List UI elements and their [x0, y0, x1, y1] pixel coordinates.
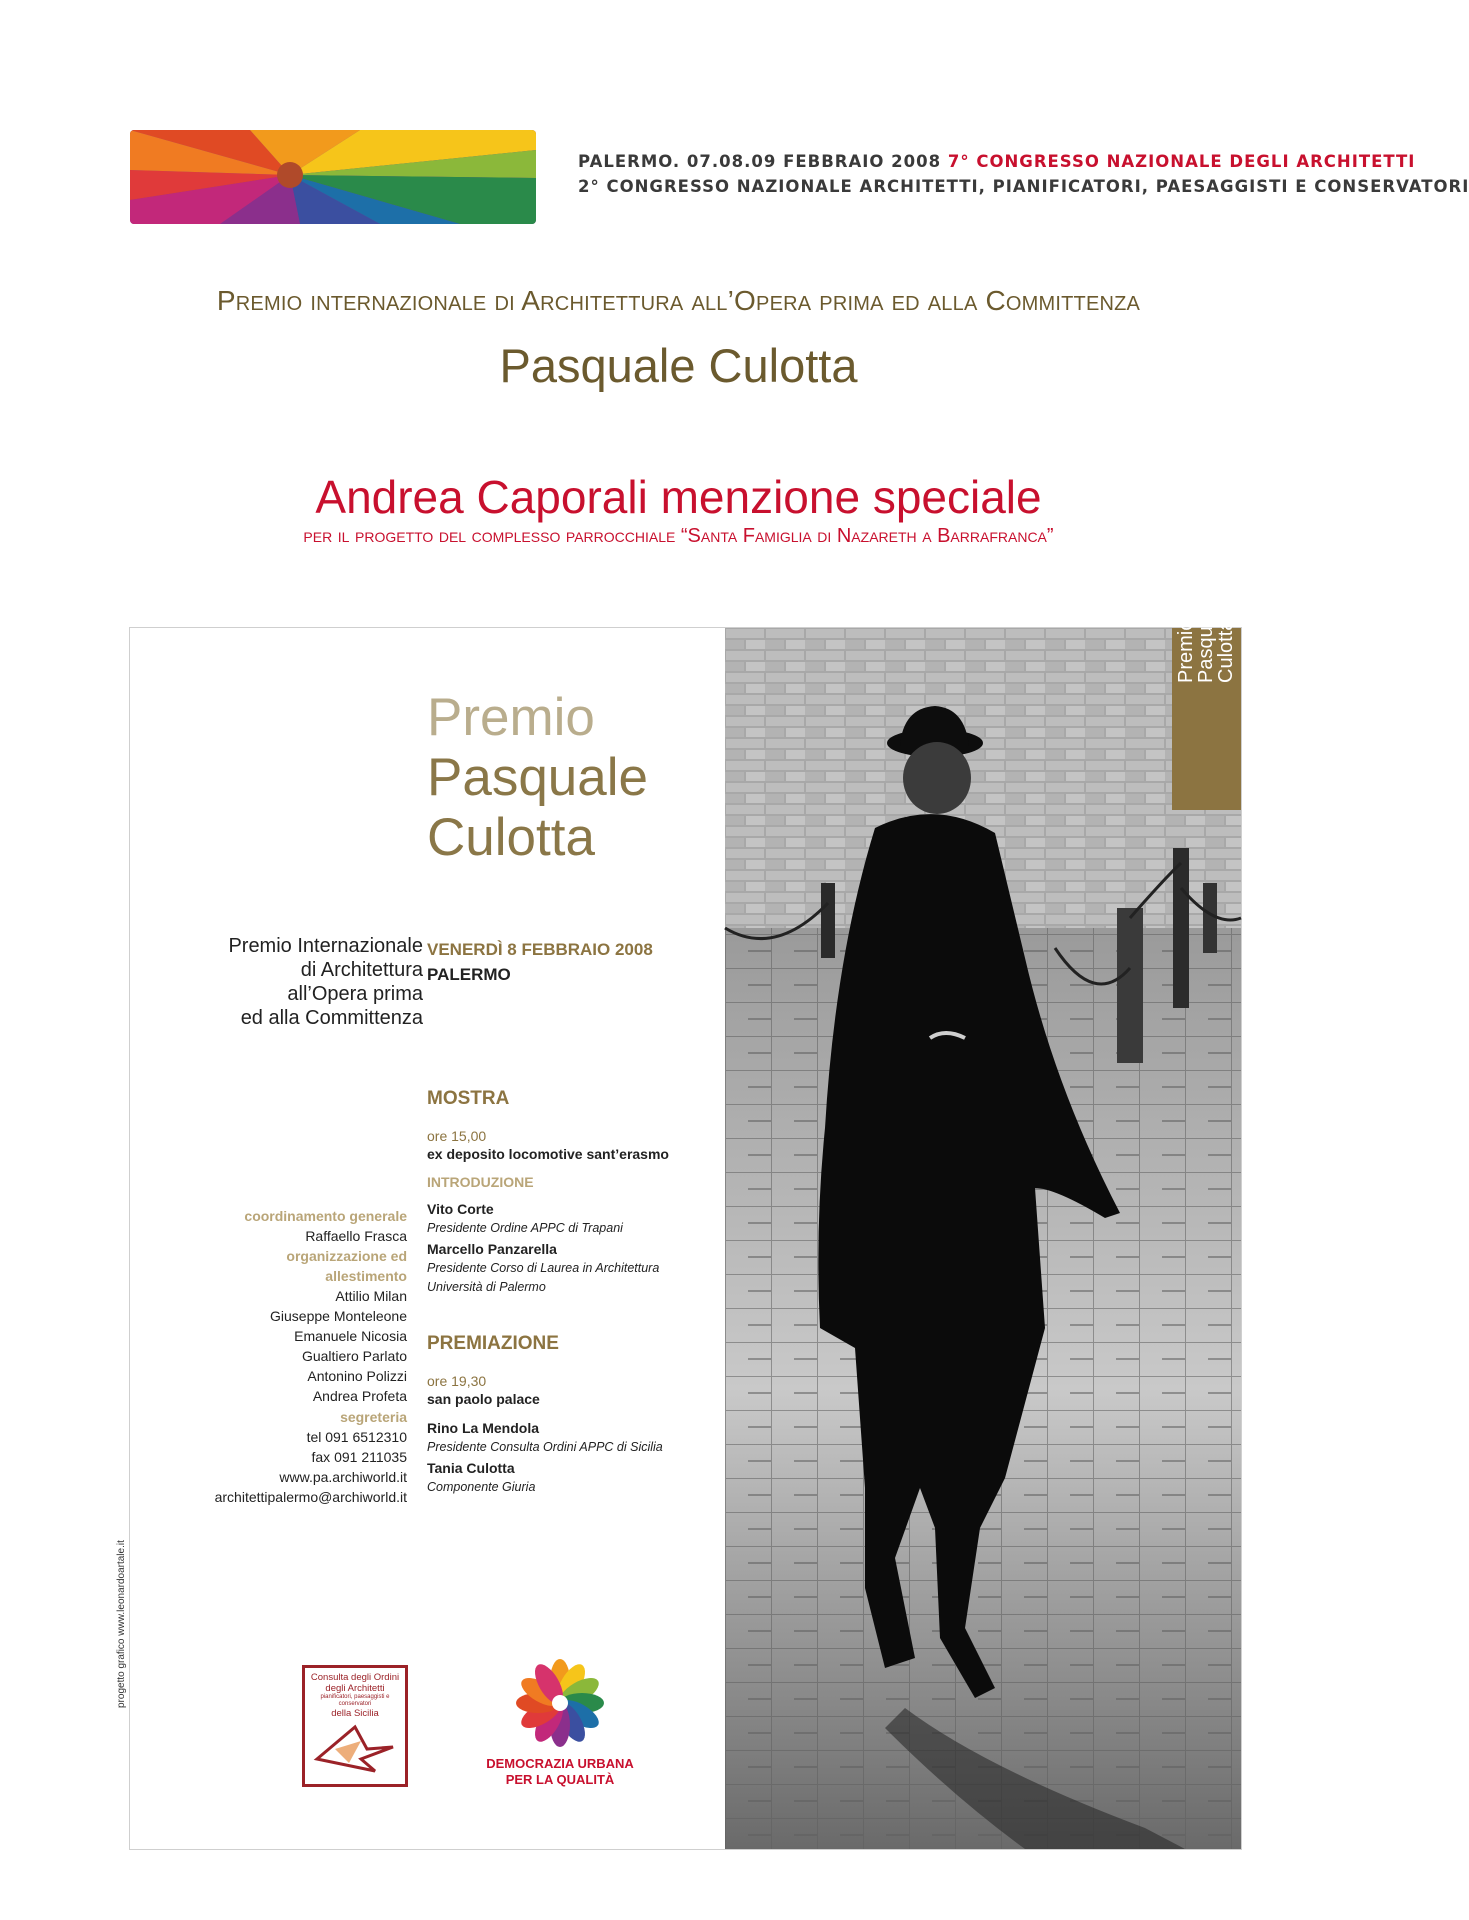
org-name: Antonino Polizzi: [307, 1368, 407, 1384]
intro-speaker2-role1: Presidente Corso di Laurea in Architettura: [427, 1261, 660, 1275]
subtitle-line: Premio Internazionale: [228, 935, 423, 957]
photo-man-walking: [725, 628, 1241, 1849]
prize-title: Premio internazionale di Architettura all’Opera prima ed alla Committenza: [216, 285, 1141, 316]
subtitle-line: ed alla Committenza: [240, 1007, 423, 1029]
coord-heading: coordinamento generale: [244, 1208, 407, 1224]
seg-heading: segreteria: [340, 1409, 407, 1425]
poster-title: [427, 688, 648, 868]
mention-project: per il progetto del complesso parrocchiale “Santa Famiglia di Nazareth a Barrafranca”: [303, 525, 1054, 547]
graphic-credit: progetto grafico www.leonardoartale.it: [116, 1540, 127, 1708]
org-name: Andrea Profeta: [312, 1388, 407, 1404]
consulta-logo: [302, 1665, 408, 1787]
congress-title: 7° CONGRESSO NAZIONALE DEGLI ARCHITETTI: [947, 152, 1416, 171]
poster-title-line2: Pasquale: [427, 748, 649, 807]
du-text-line2: PER LA QUALITÀ: [505, 1772, 615, 1787]
premiazione-place: san paolo palace: [427, 1391, 540, 1407]
democrazia-urbana-text: [470, 1756, 650, 1788]
org-name: Attilio Milan: [335, 1288, 407, 1304]
premiazione-time: ore 19,30: [427, 1373, 487, 1389]
side-tag-line3: Culotta: [1215, 619, 1237, 683]
premiazione-speaker2-name: Tania Culotta: [427, 1460, 515, 1476]
seg-email: architettipalermo@archiworld.it: [214, 1489, 407, 1505]
premiazione-speaker1-name: Rino La Mendola: [427, 1420, 539, 1436]
congress-header-line1: [578, 152, 1416, 171]
org-heading2: allestimento: [325, 1268, 407, 1284]
congress-header-line2: 2° CONGRESSO NAZIONALE ARCHITETTI, PIANIFICATORI, PAESAGGISTI E CONSERVATORI: [578, 177, 1469, 196]
mention-heading: Andrea Caporali menzione speciale: [315, 471, 1042, 523]
event-date: VENERDÌ 8 FEBBRAIO 2008: [427, 940, 653, 959]
premiazione-heading: PREMIAZIONE: [427, 1333, 559, 1354]
du-text-line1: DEMOCRAZIA URBANA: [486, 1756, 634, 1771]
intro-speaker2-role2: Università di Palermo: [427, 1280, 546, 1294]
org-heading1: organizzazione ed: [286, 1248, 407, 1264]
poster: [116, 599, 1242, 1850]
seg-tel: tel 091 6512310: [306, 1429, 407, 1445]
subtitle-line: di Architettura: [300, 959, 423, 981]
consulta-logo-line: pianificatori, paesaggisti e conservatori: [320, 1694, 390, 1707]
side-tag-line1: Premio: [1175, 619, 1197, 683]
mostra-time: ore 15,00: [427, 1128, 487, 1144]
org-name: Giuseppe Monteleone: [270, 1308, 407, 1324]
consulta-logo-line: Consulta degli Ordini: [310, 1672, 400, 1683]
poster-title-line1: Premio: [427, 688, 595, 747]
seg-web: www.pa.archiworld.it: [279, 1469, 407, 1485]
consulta-star-icon: [305, 1719, 405, 1775]
poster-subtitle: [150, 934, 423, 1030]
side-tag-line2: Pasquale: [1195, 599, 1217, 683]
intro-heading: INTRODUZIONE: [427, 1174, 534, 1190]
premiazione-speaker1-role: Presidente Consulta Ordini APPC di Sicilia: [427, 1440, 663, 1454]
event-city: PALERMO: [427, 965, 511, 984]
congress-logo: [130, 130, 536, 224]
side-tag-text: [1176, 513, 1236, 683]
mostra-heading: MOSTRA: [427, 1088, 510, 1109]
subtitle-line: all’Opera prima: [287, 983, 423, 1005]
prize-name: Pasquale Culotta: [499, 339, 858, 392]
coord-name: Raffaello Frasca: [305, 1228, 407, 1244]
congress-date: PALERMO. 07.08.09 FEBBRAIO 2008: [578, 152, 948, 171]
org-name: Emanuele Nicosia: [294, 1328, 407, 1344]
consulta-logo-line: della Sicilia: [331, 1708, 379, 1719]
poster-title-line3: Culotta: [427, 808, 595, 867]
org-name: Gualtiero Parlato: [301, 1348, 407, 1364]
premiazione-speaker2-role: Componente Giuria: [427, 1480, 536, 1494]
consulta-logo-line: degli Architetti: [325, 1683, 385, 1694]
intro-speaker1-name: Vito Corte: [427, 1201, 494, 1217]
mostra-place: ex deposito locomotive sant’erasmo: [427, 1146, 669, 1162]
democrazia-urbana-logo: [515, 1658, 605, 1748]
intro-speaker1-role: Presidente Ordine APPC di Trapani: [427, 1221, 623, 1235]
seg-fax: fax 091 211035: [311, 1449, 407, 1465]
intro-speaker2-name: Marcello Panzarella: [427, 1241, 557, 1257]
